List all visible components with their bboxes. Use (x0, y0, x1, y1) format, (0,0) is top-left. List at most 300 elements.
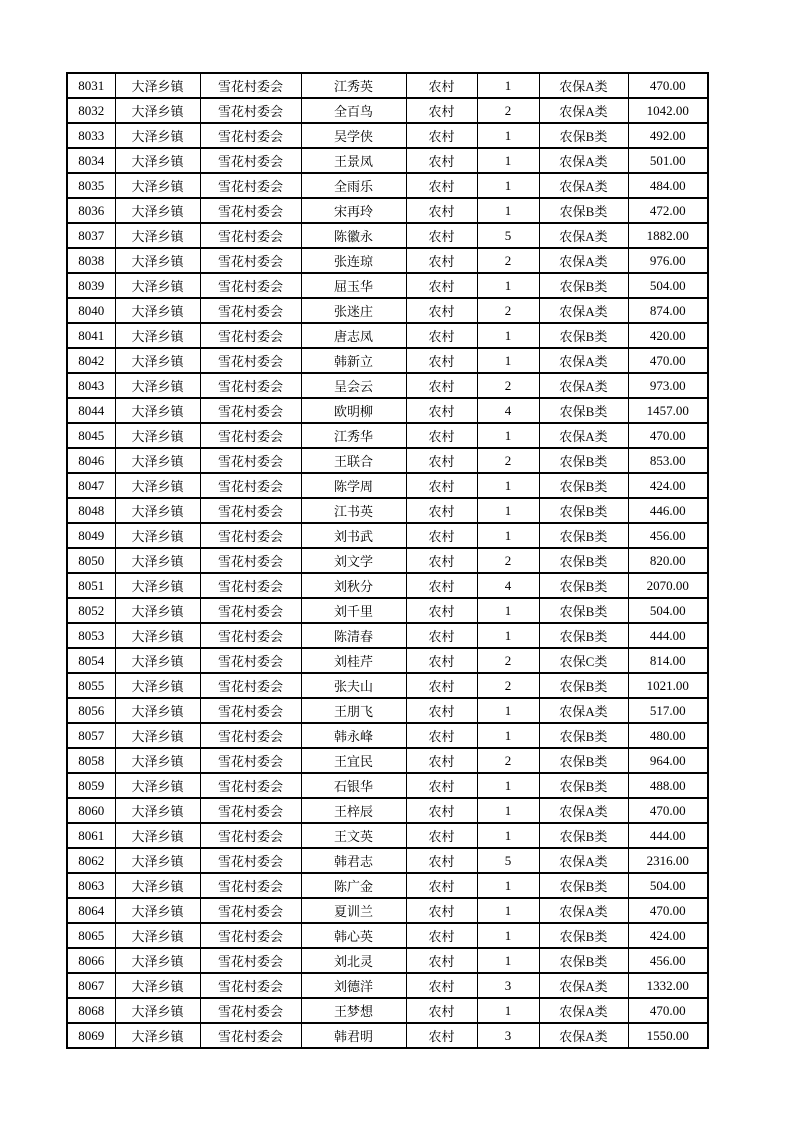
cell-person-name: 屈玉华 (301, 273, 406, 298)
table-row (67, 698, 708, 723)
cell-village-committee: 雪花村委会 (200, 298, 301, 323)
cell-person-count: 1 (477, 873, 539, 898)
cell-residence-type: 农村 (406, 323, 477, 348)
cell-person-name: 刘书武 (301, 523, 406, 548)
cell-person-name: 张迷庄 (301, 298, 406, 323)
cell-insurance-category: 农保A类 (539, 348, 628, 373)
cell-serial-number: 8064 (67, 898, 115, 923)
cell-serial-number: 8031 (67, 73, 115, 98)
cell-amount: 976.00 (628, 248, 708, 273)
cell-township: 大泽乡镇 (115, 598, 200, 623)
cell-insurance-category: 农保B类 (539, 123, 628, 148)
cell-amount: 470.00 (628, 73, 708, 98)
table-row (67, 648, 708, 673)
cell-amount: 853.00 (628, 448, 708, 473)
cell-insurance-category: 农保B类 (539, 198, 628, 223)
cell-village-committee: 雪花村委会 (200, 348, 301, 373)
cell-person-name: 刘秋分 (301, 573, 406, 598)
cell-village-committee: 雪花村委会 (200, 323, 301, 348)
cell-person-count: 4 (477, 398, 539, 423)
cell-insurance-category: 农保B类 (539, 398, 628, 423)
cell-residence-type: 农村 (406, 398, 477, 423)
cell-residence-type: 农村 (406, 698, 477, 723)
cell-person-name: 夏训兰 (301, 898, 406, 923)
cell-person-name: 全雨乐 (301, 173, 406, 198)
cell-insurance-category: 农保B类 (539, 823, 628, 848)
cell-person-count: 1 (477, 323, 539, 348)
cell-insurance-category: 农保C类 (539, 648, 628, 673)
cell-residence-type: 农村 (406, 98, 477, 123)
cell-township: 大泽乡镇 (115, 248, 200, 273)
cell-amount: 517.00 (628, 698, 708, 723)
cell-person-count: 1 (477, 273, 539, 298)
cell-village-committee: 雪花村委会 (200, 548, 301, 573)
cell-person-count: 1 (477, 948, 539, 973)
cell-person-name: 刘德洋 (301, 973, 406, 998)
cell-serial-number: 8045 (67, 423, 115, 448)
cell-serial-number: 8044 (67, 398, 115, 423)
cell-township: 大泽乡镇 (115, 673, 200, 698)
cell-amount: 1332.00 (628, 973, 708, 998)
cell-residence-type: 农村 (406, 673, 477, 698)
table-row (67, 723, 708, 748)
cell-amount: 1042.00 (628, 98, 708, 123)
cell-person-count: 2 (477, 248, 539, 273)
cell-amount: 1882.00 (628, 223, 708, 248)
cell-township: 大泽乡镇 (115, 98, 200, 123)
cell-person-name: 陈清春 (301, 623, 406, 648)
cell-person-count: 1 (477, 498, 539, 523)
cell-person-name: 欧明柳 (301, 398, 406, 423)
cell-village-committee: 雪花村委会 (200, 798, 301, 823)
cell-person-count: 2 (477, 448, 539, 473)
cell-residence-type: 农村 (406, 348, 477, 373)
table-row (67, 998, 708, 1023)
table-row (67, 773, 708, 798)
cell-amount: 480.00 (628, 723, 708, 748)
cell-amount: 874.00 (628, 298, 708, 323)
cell-person-name: 王梓辰 (301, 798, 406, 823)
table-row (67, 473, 708, 498)
cell-village-committee: 雪花村委会 (200, 873, 301, 898)
cell-residence-type: 农村 (406, 148, 477, 173)
cell-township: 大泽乡镇 (115, 948, 200, 973)
cell-township: 大泽乡镇 (115, 223, 200, 248)
cell-insurance-category: 农保A类 (539, 73, 628, 98)
cell-person-count: 1 (477, 623, 539, 648)
cell-person-count: 1 (477, 423, 539, 448)
cell-serial-number: 8037 (67, 223, 115, 248)
cell-residence-type: 农村 (406, 948, 477, 973)
cell-serial-number: 8039 (67, 273, 115, 298)
cell-township: 大泽乡镇 (115, 73, 200, 98)
cell-amount: 470.00 (628, 423, 708, 448)
cell-township: 大泽乡镇 (115, 873, 200, 898)
cell-serial-number: 8060 (67, 798, 115, 823)
cell-amount: 820.00 (628, 548, 708, 573)
cell-serial-number: 8035 (67, 173, 115, 198)
cell-insurance-category: 农保A类 (539, 698, 628, 723)
table-row (67, 598, 708, 623)
table-row (67, 273, 708, 298)
cell-serial-number: 8063 (67, 873, 115, 898)
cell-village-committee: 雪花村委会 (200, 273, 301, 298)
cell-person-name: 韩君志 (301, 848, 406, 873)
cell-person-name: 王文英 (301, 823, 406, 848)
cell-village-committee: 雪花村委会 (200, 648, 301, 673)
cell-person-count: 1 (477, 998, 539, 1023)
cell-person-count: 1 (477, 123, 539, 148)
cell-person-count: 1 (477, 598, 539, 623)
cell-insurance-category: 农保B类 (539, 773, 628, 798)
cell-residence-type: 农村 (406, 973, 477, 998)
cell-person-count: 1 (477, 923, 539, 948)
table-row (67, 573, 708, 598)
cell-person-name: 韩新立 (301, 348, 406, 373)
cell-residence-type: 农村 (406, 198, 477, 223)
cell-serial-number: 8066 (67, 948, 115, 973)
cell-person-name: 陈学周 (301, 473, 406, 498)
cell-person-count: 1 (477, 523, 539, 548)
cell-insurance-category: 农保A类 (539, 798, 628, 823)
cell-insurance-category: 农保B类 (539, 448, 628, 473)
cell-village-committee: 雪花村委会 (200, 98, 301, 123)
cell-serial-number: 8057 (67, 723, 115, 748)
cell-amount: 470.00 (628, 998, 708, 1023)
cell-residence-type: 农村 (406, 648, 477, 673)
cell-township: 大泽乡镇 (115, 1023, 200, 1048)
cell-insurance-category: 农保B类 (539, 748, 628, 773)
cell-person-count: 1 (477, 773, 539, 798)
cell-amount: 456.00 (628, 948, 708, 973)
cell-amount: 424.00 (628, 473, 708, 498)
cell-village-committee: 雪花村委会 (200, 498, 301, 523)
cell-person-name: 张连琼 (301, 248, 406, 273)
cell-village-committee: 雪花村委会 (200, 948, 301, 973)
cell-insurance-category: 农保B类 (539, 598, 628, 623)
table-row (67, 223, 708, 248)
cell-insurance-category: 农保A类 (539, 423, 628, 448)
cell-person-name: 刘千里 (301, 598, 406, 623)
cell-amount: 1457.00 (628, 398, 708, 423)
cell-insurance-category: 农保B类 (539, 273, 628, 298)
cell-person-name: 王联合 (301, 448, 406, 473)
cell-serial-number: 8046 (67, 448, 115, 473)
cell-serial-number: 8050 (67, 548, 115, 573)
payment-table (66, 72, 709, 1049)
cell-residence-type: 农村 (406, 898, 477, 923)
cell-township: 大泽乡镇 (115, 298, 200, 323)
cell-insurance-category: 农保B类 (539, 948, 628, 973)
cell-insurance-category: 农保A类 (539, 223, 628, 248)
cell-serial-number: 8049 (67, 523, 115, 548)
cell-village-committee: 雪花村委会 (200, 223, 301, 248)
cell-township: 大泽乡镇 (115, 273, 200, 298)
cell-person-name: 陈徽永 (301, 223, 406, 248)
cell-residence-type: 农村 (406, 573, 477, 598)
cell-township: 大泽乡镇 (115, 723, 200, 748)
cell-insurance-category: 农保B类 (539, 723, 628, 748)
cell-residence-type: 农村 (406, 498, 477, 523)
cell-person-count: 2 (477, 373, 539, 398)
cell-amount: 470.00 (628, 348, 708, 373)
table-row (67, 898, 708, 923)
cell-residence-type: 农村 (406, 848, 477, 873)
cell-person-name: 王朋飞 (301, 698, 406, 723)
cell-village-committee: 雪花村委会 (200, 973, 301, 998)
cell-person-count: 1 (477, 348, 539, 373)
cell-serial-number: 8052 (67, 598, 115, 623)
cell-serial-number: 8053 (67, 623, 115, 648)
cell-insurance-category: 农保A类 (539, 373, 628, 398)
cell-person-count: 1 (477, 698, 539, 723)
cell-residence-type: 农村 (406, 223, 477, 248)
payment-table-body (67, 73, 708, 1048)
cell-insurance-category: 农保A类 (539, 848, 628, 873)
table-row (67, 1023, 708, 1048)
cell-village-committee: 雪花村委会 (200, 523, 301, 548)
cell-village-committee: 雪花村委会 (200, 698, 301, 723)
cell-village-committee: 雪花村委会 (200, 123, 301, 148)
table-row (67, 348, 708, 373)
cell-amount: 1550.00 (628, 1023, 708, 1048)
cell-township: 大泽乡镇 (115, 398, 200, 423)
cell-person-count: 1 (477, 798, 539, 823)
table-row (67, 548, 708, 573)
cell-person-name: 韩心英 (301, 923, 406, 948)
cell-township: 大泽乡镇 (115, 498, 200, 523)
cell-township: 大泽乡镇 (115, 348, 200, 373)
table-row (67, 248, 708, 273)
cell-village-committee: 雪花村委会 (200, 373, 301, 398)
cell-serial-number: 8041 (67, 323, 115, 348)
cell-residence-type: 农村 (406, 373, 477, 398)
cell-person-name: 江书英 (301, 498, 406, 523)
cell-serial-number: 8043 (67, 373, 115, 398)
cell-township: 大泽乡镇 (115, 173, 200, 198)
cell-amount: 2070.00 (628, 573, 708, 598)
cell-insurance-category: 农保B类 (539, 623, 628, 648)
cell-person-name: 呈会云 (301, 373, 406, 398)
cell-amount: 814.00 (628, 648, 708, 673)
cell-insurance-category: 农保B类 (539, 573, 628, 598)
cell-township: 大泽乡镇 (115, 423, 200, 448)
cell-serial-number: 8058 (67, 748, 115, 773)
cell-serial-number: 8055 (67, 673, 115, 698)
cell-village-committee: 雪花村委会 (200, 148, 301, 173)
cell-amount: 504.00 (628, 273, 708, 298)
cell-amount: 504.00 (628, 873, 708, 898)
cell-insurance-category: 农保A类 (539, 973, 628, 998)
cell-serial-number: 8059 (67, 773, 115, 798)
cell-serial-number: 8051 (67, 573, 115, 598)
cell-amount: 1021.00 (628, 673, 708, 698)
cell-village-committee: 雪花村委会 (200, 923, 301, 948)
cell-person-count: 5 (477, 848, 539, 873)
cell-person-name: 刘桂芹 (301, 648, 406, 673)
cell-township: 大泽乡镇 (115, 548, 200, 573)
cell-person-name: 宋再玲 (301, 198, 406, 223)
cell-residence-type: 农村 (406, 873, 477, 898)
cell-serial-number: 8036 (67, 198, 115, 223)
table-row (67, 323, 708, 348)
cell-person-count: 1 (477, 148, 539, 173)
table-row (67, 748, 708, 773)
cell-village-committee: 雪花村委会 (200, 1023, 301, 1048)
cell-amount: 470.00 (628, 798, 708, 823)
table-row (67, 923, 708, 948)
cell-person-name: 全百鸟 (301, 98, 406, 123)
cell-village-committee: 雪花村委会 (200, 673, 301, 698)
cell-village-committee: 雪花村委会 (200, 623, 301, 648)
cell-residence-type: 农村 (406, 998, 477, 1023)
cell-serial-number: 8067 (67, 973, 115, 998)
cell-amount: 504.00 (628, 598, 708, 623)
cell-residence-type: 农村 (406, 598, 477, 623)
cell-township: 大泽乡镇 (115, 773, 200, 798)
cell-residence-type: 农村 (406, 298, 477, 323)
cell-township: 大泽乡镇 (115, 648, 200, 673)
cell-person-count: 4 (477, 573, 539, 598)
cell-residence-type: 农村 (406, 1023, 477, 1048)
cell-township: 大泽乡镇 (115, 573, 200, 598)
cell-township: 大泽乡镇 (115, 923, 200, 948)
cell-township: 大泽乡镇 (115, 198, 200, 223)
cell-person-name: 王宜民 (301, 748, 406, 773)
cell-township: 大泽乡镇 (115, 373, 200, 398)
table-row (67, 498, 708, 523)
cell-insurance-category: 农保B类 (539, 498, 628, 523)
table-row (67, 423, 708, 448)
cell-person-name: 刘北灵 (301, 948, 406, 973)
cell-township: 大泽乡镇 (115, 748, 200, 773)
cell-serial-number: 8032 (67, 98, 115, 123)
cell-residence-type: 农村 (406, 73, 477, 98)
table-row (67, 298, 708, 323)
cell-serial-number: 8065 (67, 923, 115, 948)
cell-person-name: 江秀华 (301, 423, 406, 448)
cell-township: 大泽乡镇 (115, 798, 200, 823)
cell-serial-number: 8047 (67, 473, 115, 498)
cell-serial-number: 8038 (67, 248, 115, 273)
cell-person-count: 2 (477, 548, 539, 573)
cell-amount: 444.00 (628, 623, 708, 648)
cell-person-count: 1 (477, 823, 539, 848)
cell-amount: 484.00 (628, 173, 708, 198)
cell-insurance-category: 农保B类 (539, 523, 628, 548)
cell-residence-type: 农村 (406, 723, 477, 748)
cell-amount: 444.00 (628, 823, 708, 848)
cell-person-count: 2 (477, 98, 539, 123)
cell-amount: 420.00 (628, 323, 708, 348)
cell-village-committee: 雪花村委会 (200, 748, 301, 773)
cell-person-name: 唐志凤 (301, 323, 406, 348)
cell-residence-type: 农村 (406, 548, 477, 573)
cell-insurance-category: 农保A类 (539, 148, 628, 173)
cell-person-count: 3 (477, 1023, 539, 1048)
cell-serial-number: 8040 (67, 298, 115, 323)
table-row (67, 523, 708, 548)
cell-township: 大泽乡镇 (115, 998, 200, 1023)
cell-amount: 472.00 (628, 198, 708, 223)
cell-residence-type: 农村 (406, 748, 477, 773)
cell-residence-type: 农村 (406, 173, 477, 198)
cell-township: 大泽乡镇 (115, 623, 200, 648)
table-row (67, 623, 708, 648)
cell-township: 大泽乡镇 (115, 448, 200, 473)
cell-township: 大泽乡镇 (115, 148, 200, 173)
cell-insurance-category: 农保B类 (539, 548, 628, 573)
table-row (67, 398, 708, 423)
cell-residence-type: 农村 (406, 473, 477, 498)
table-row (67, 373, 708, 398)
table-row (67, 948, 708, 973)
table-row (67, 823, 708, 848)
cell-insurance-category: 农保A类 (539, 248, 628, 273)
cell-village-committee: 雪花村委会 (200, 173, 301, 198)
cell-insurance-category: 农保B类 (539, 323, 628, 348)
cell-township: 大泽乡镇 (115, 123, 200, 148)
cell-person-count: 2 (477, 298, 539, 323)
cell-insurance-category: 农保A类 (539, 998, 628, 1023)
cell-person-count: 1 (477, 473, 539, 498)
cell-township: 大泽乡镇 (115, 323, 200, 348)
cell-insurance-category: 农保B类 (539, 473, 628, 498)
cell-village-committee: 雪花村委会 (200, 473, 301, 498)
cell-serial-number: 8061 (67, 823, 115, 848)
table-row (67, 173, 708, 198)
cell-serial-number: 8069 (67, 1023, 115, 1048)
cell-village-committee: 雪花村委会 (200, 823, 301, 848)
cell-serial-number: 8068 (67, 998, 115, 1023)
cell-insurance-category: 农保A类 (539, 98, 628, 123)
cell-serial-number: 8034 (67, 148, 115, 173)
cell-person-count: 2 (477, 673, 539, 698)
cell-person-count: 1 (477, 198, 539, 223)
cell-insurance-category: 农保A类 (539, 298, 628, 323)
cell-township: 大泽乡镇 (115, 848, 200, 873)
cell-amount: 492.00 (628, 123, 708, 148)
cell-residence-type: 农村 (406, 623, 477, 648)
cell-serial-number: 8048 (67, 498, 115, 523)
cell-township: 大泽乡镇 (115, 698, 200, 723)
cell-person-count: 1 (477, 173, 539, 198)
cell-person-name: 韩永峰 (301, 723, 406, 748)
table-row (67, 198, 708, 223)
cell-village-committee: 雪花村委会 (200, 248, 301, 273)
cell-person-name: 张夫山 (301, 673, 406, 698)
cell-residence-type: 农村 (406, 123, 477, 148)
cell-serial-number: 8054 (67, 648, 115, 673)
cell-person-count: 2 (477, 648, 539, 673)
cell-insurance-category: 农保B类 (539, 923, 628, 948)
cell-person-name: 王梦想 (301, 998, 406, 1023)
cell-person-name: 江秀英 (301, 73, 406, 98)
cell-village-committee: 雪花村委会 (200, 448, 301, 473)
cell-person-count: 2 (477, 748, 539, 773)
cell-residence-type: 农村 (406, 823, 477, 848)
table-row (67, 448, 708, 473)
cell-residence-type: 农村 (406, 448, 477, 473)
cell-residence-type: 农村 (406, 248, 477, 273)
table-row (67, 148, 708, 173)
cell-insurance-category: 农保B类 (539, 873, 628, 898)
cell-village-committee: 雪花村委会 (200, 598, 301, 623)
cell-serial-number: 8056 (67, 698, 115, 723)
table-row (67, 848, 708, 873)
cell-residence-type: 农村 (406, 923, 477, 948)
cell-amount: 501.00 (628, 148, 708, 173)
